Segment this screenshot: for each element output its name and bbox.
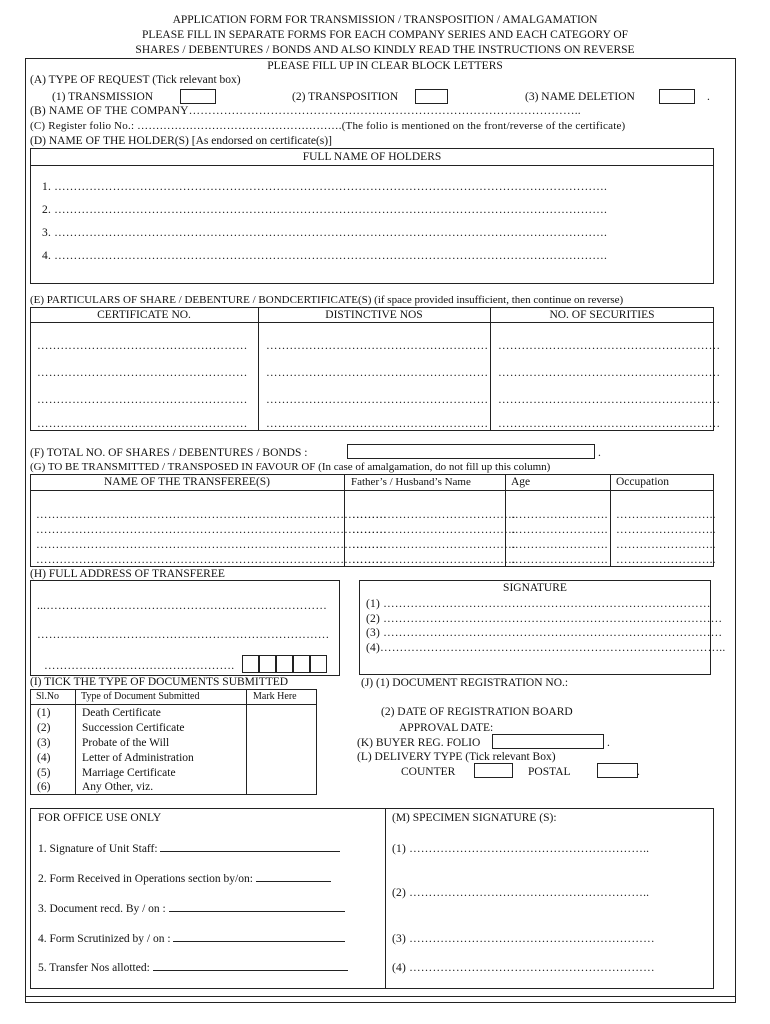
holder-name-2[interactable]: 2. ……………………………………………………………………………………………………………………………. <box>42 204 608 216</box>
signature-line-3[interactable]: (3) …………………………………………………………………………… <box>366 627 723 639</box>
transposition-checkbox[interactable] <box>415 89 448 104</box>
office-use-title: FOR OFFICE USE ONLY <box>38 812 162 824</box>
mark-here-header: Mark Here <box>253 691 297 702</box>
doc-sl-1: (1) <box>37 707 51 719</box>
sl-no-header: Sl.No <box>36 691 60 702</box>
section-d-label: (D) NAME OF THE HOLDER(S) [As endorsed on certificate(s)] <box>30 135 332 147</box>
certificates-col-divider-2 <box>490 307 491 431</box>
office-use-divider <box>385 808 386 989</box>
counter-label: COUNTER <box>401 766 456 778</box>
doc-sl-6: (6) <box>37 781 51 793</box>
signature-line-2[interactable]: (2) …………………………………………………………………………… <box>366 613 723 625</box>
office-line-4-label: 4. Form Scrutinized by / on : <box>38 933 171 945</box>
doc-type-2: Succession Certificate <box>82 722 185 734</box>
section-a-label: (A) TYPE OF REQUEST (Tick relevant box) <box>30 74 241 86</box>
transferee-name-4[interactable]: ……………………………………………………………………………… <box>36 554 387 566</box>
postal-checkbox[interactable] <box>597 763 638 778</box>
specimen-signature-4[interactable]: (4) ……………………………………………………… <box>392 962 655 974</box>
option-transposition-label: (2) TRANSPOSITION <box>292 91 399 103</box>
form-instruction-2: SHARES / DEBENTURES / BONDS AND ALSO KINDLY READ THE INSTRUCTIONS ON REVERSE <box>135 44 635 56</box>
specimen-signature-2[interactable]: (2) …………………………………………………….. <box>392 887 650 899</box>
office-line-4 <box>38 932 345 946</box>
no-of-securities-2[interactable]: ………………………………………………… <box>498 367 721 379</box>
no-of-securities-1[interactable]: ………………………………………………… <box>498 340 721 352</box>
form-instruction-1: PLEASE FILL IN SEPARATE FORMS FOR EACH COMPANY SERIES AND EACH CATEGORY OF <box>141 29 629 41</box>
signature-line-4[interactable]: (4)…………………………………………………………………………….. <box>366 642 726 654</box>
father-name-2[interactable]: …………………………………… <box>352 524 516 536</box>
office-line-5 <box>38 961 348 975</box>
transferee-name-3[interactable]: ……………………………………………………………………………… <box>36 539 387 551</box>
doc-type-6: Any Other, viz. <box>82 781 154 793</box>
age-1[interactable]: ……………………. <box>511 509 608 521</box>
unit-staff-signature-field[interactable] <box>160 851 340 852</box>
holder-name-4[interactable]: 4. ……………………………………………………………………………………………………………………………. <box>42 250 608 262</box>
father-husband-name-header: Father’s / Husband’s Name <box>351 476 471 488</box>
name-deletion-checkbox[interactable] <box>659 89 695 104</box>
no-of-securities-header: NO. OF SECURITIES <box>549 309 655 321</box>
doc-type-1: Death Certificate <box>82 707 161 719</box>
section-f-end: . <box>598 447 601 459</box>
holders-table-header: FULL NAME OF HOLDERS <box>302 151 442 163</box>
occupation-4[interactable]: …………………….. <box>616 554 716 566</box>
occupation-2[interactable]: …………………….. <box>616 524 716 536</box>
transferee-col-divider-3 <box>610 474 611 567</box>
holders-table-header-rule <box>30 165 714 166</box>
office-line-5-label: 5. Transfer Nos allotted: <box>38 962 150 974</box>
specimen-signature-title: (M) SPECIMEN SIGNATURE (S): <box>392 812 557 824</box>
section-i-label: (I) TICK THE TYPE OF DOCUMENTS SUBMITTED <box>30 676 289 688</box>
office-line-3 <box>38 902 345 916</box>
office-line-2 <box>38 872 331 886</box>
transmission-checkbox[interactable] <box>180 89 216 104</box>
father-name-1[interactable]: …………………………………… <box>352 509 516 521</box>
age-header: Age <box>511 476 531 488</box>
form-scrutinized-field[interactable] <box>173 941 345 942</box>
certificate-no-header: CERTIFICATE NO. <box>97 309 191 321</box>
transferee-name-header: NAME OF THE TRANSFEREE(S) <box>103 476 271 488</box>
address-line-1[interactable]: ...……………………………………………………………… <box>37 600 328 612</box>
doc-type-3: Probate of the Will <box>82 737 170 749</box>
form-received-field[interactable] <box>256 881 331 882</box>
pincode-box-4[interactable] <box>293 655 310 673</box>
certificate-no-3[interactable]: ……………………………………………… <box>37 394 248 406</box>
approval-date-label: APPROVAL DATE: <box>399 722 494 734</box>
office-line-1 <box>38 842 340 856</box>
transferee-name-1[interactable]: ……………………………………………………………………………… <box>36 509 387 521</box>
certificate-no-1[interactable]: ……………………………………………… <box>37 340 248 352</box>
section-g-label: (G) TO BE TRANSMITTED / TRANSPOSED IN FAVOUR OF (In case of amalgamation, do not fill up this column) <box>30 461 551 473</box>
section-a-end: . <box>707 91 710 103</box>
documents-col-divider-1 <box>75 689 76 795</box>
pincode-box-3[interactable] <box>276 655 293 673</box>
section-e-label: (E) PARTICULARS OF SHARE / DEBENTURE / BONDCERTIFICATE(S) (if space provided insufficient, then continue on reverse) <box>30 294 624 306</box>
total-shares-input[interactable] <box>347 444 595 459</box>
transferee-header-rule <box>30 490 714 491</box>
doc-type-4: Letter of Administration <box>82 752 194 764</box>
holder-name-3[interactable]: 3. ……………………………………………………………………………………………………………………………. <box>42 227 608 239</box>
folio-number-field[interactable]: (C) Register folio No.: ……………………………………………….(The folio is mentioned on the front/reverse of the certificate) <box>30 120 626 132</box>
no-of-securities-4[interactable]: ………………………………………………… <box>498 418 721 430</box>
doc-sl-3: (3) <box>37 737 51 749</box>
certificate-no-4[interactable]: ……………………………………………… <box>37 418 248 430</box>
office-line-2-label: 2. Form Received in Operations section by/on: <box>38 873 253 885</box>
counter-checkbox[interactable] <box>474 763 513 778</box>
doc-type-5: Marriage Certificate <box>82 767 176 779</box>
specimen-signature-1[interactable]: (1) …………………………………………………….. <box>392 843 650 855</box>
age-3[interactable]: ……………………. <box>511 539 608 551</box>
distinctive-nos-4[interactable]: ………………………………………………… <box>266 418 489 430</box>
transferee-name-2[interactable]: ……………………………………………………………………………… <box>36 524 387 536</box>
option-name-deletion-label: (3) NAME DELETION <box>525 91 635 103</box>
delivery-type-label: (L) DELIVERY TYPE (Tick relevant Box) <box>357 751 556 763</box>
company-name-field[interactable]: (B) NAME OF THE COMPANY……………………………………………………………………………………….. <box>30 105 581 117</box>
section-f-label: (F) TOTAL NO. OF SHARES / DEBENTURES / BONDS : <box>30 447 308 459</box>
pincode-box-1[interactable] <box>242 655 259 673</box>
document-registration-label: (J) (1) DOCUMENT REGISTRATION NO.: <box>361 677 569 689</box>
form-instruction-3: PLEASE FILL UP IN CLEAR BLOCK LETTERS <box>267 60 503 72</box>
occupation-3[interactable]: …………………….. <box>616 539 716 551</box>
option-transmission-label: (1) TRANSMISSION <box>52 91 154 103</box>
signature-title: SIGNATURE <box>503 582 567 594</box>
doc-type-header: Type of Document Submitted <box>81 691 200 702</box>
form-title: APPLICATION FORM FOR TRANSMISSION / TRANSPOSITION / AMALGAMATION <box>172 14 598 26</box>
form-bottom-rule <box>25 996 736 997</box>
no-of-securities-3[interactable]: ………………………………………………… <box>498 394 721 406</box>
document-received-field[interactable] <box>169 911 345 912</box>
buyer-folio-input[interactable] <box>492 734 604 749</box>
postal-label: POSTAL <box>528 766 571 778</box>
occupation-header: Occupation <box>616 476 670 488</box>
doc-sl-5: (5) <box>37 767 51 779</box>
section-k-end: . <box>607 737 610 749</box>
section-l-end: . <box>637 766 640 778</box>
doc-sl-4: (4) <box>37 752 51 764</box>
office-line-1-label: 1. Signature of Unit Staff: <box>38 843 158 855</box>
mark-here-cell[interactable] <box>247 705 316 794</box>
registration-date-label: (2) DATE OF REGISTRATION BOARD <box>381 706 573 718</box>
buyer-folio-label: (K) BUYER REG. FOLIO <box>357 737 481 749</box>
certificate-no-2[interactable]: ……………………………………………… <box>37 367 248 379</box>
certificates-col-divider-1 <box>258 307 259 431</box>
pincode-box-2[interactable] <box>259 655 276 673</box>
father-name-4[interactable]: …………………………………… <box>352 554 516 566</box>
distinctive-nos-3[interactable]: ………………………………………………… <box>266 394 489 406</box>
distinctive-nos-2[interactable]: ………………………………………………… <box>266 367 489 379</box>
certificates-header-rule <box>30 322 714 323</box>
occupation-1[interactable]: …………………….. <box>616 509 716 521</box>
distinctive-nos-header: DISTINCTIVE NOS <box>325 309 423 321</box>
address-line-2[interactable]: ………………………………………………………………… <box>37 629 330 641</box>
office-line-3-label: 3. Document recd. By / on : <box>38 903 166 915</box>
age-4[interactable]: ……………………. <box>511 554 608 566</box>
signature-line-1[interactable]: (1) ………………………………………………………………………… <box>366 598 711 610</box>
address-line-3[interactable]: …………………………………………. <box>44 660 235 672</box>
holder-name-1[interactable]: 1. ……………………………………………………………………………………………………………………………. <box>42 181 608 193</box>
age-2[interactable]: ……………………. <box>511 524 608 536</box>
distinctive-nos-1[interactable]: ………………………………………………… <box>266 340 489 352</box>
father-name-3[interactable]: …………………………………… <box>352 539 516 551</box>
doc-sl-2: (2) <box>37 722 51 734</box>
pincode-box-5[interactable] <box>310 655 327 673</box>
section-h-label: (H) FULL ADDRESS OF TRANSFEREE <box>30 568 225 580</box>
transfer-nos-field[interactable] <box>153 970 348 971</box>
specimen-signature-3[interactable]: (3) ……………………………………………………… <box>392 933 655 945</box>
